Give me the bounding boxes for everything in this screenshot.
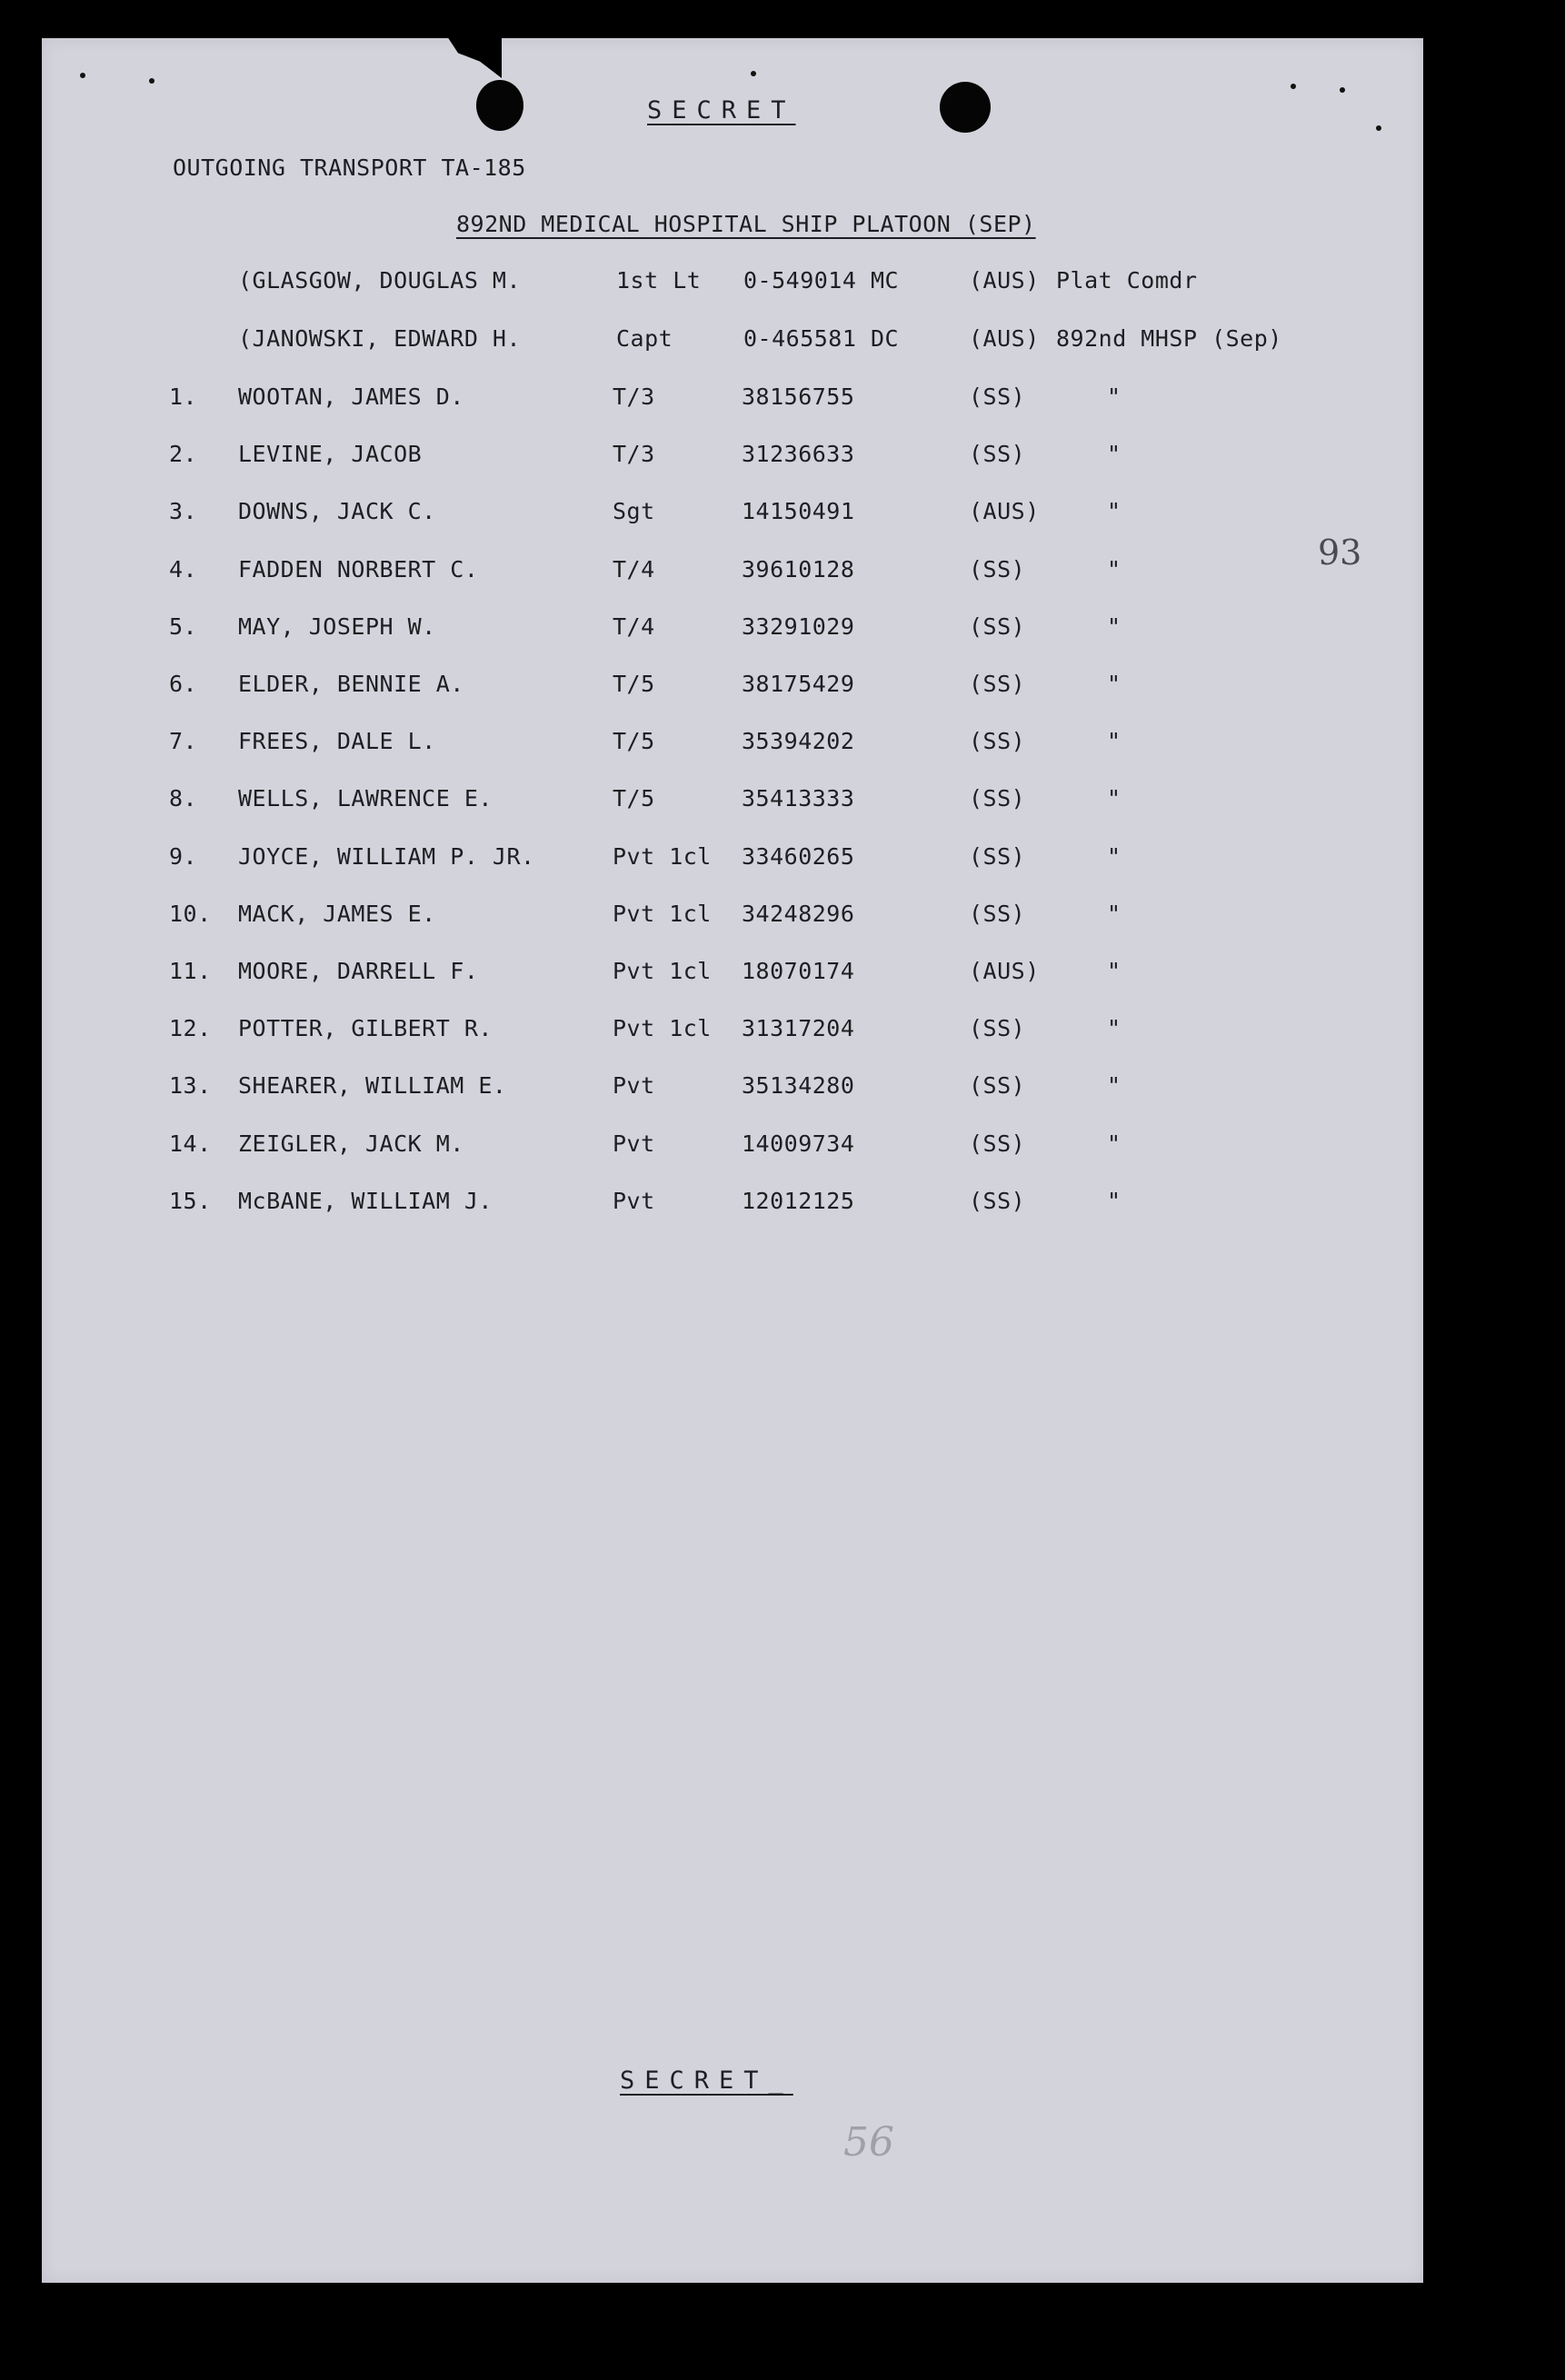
officer-name: (GLASGOW, DOUGLAS M. xyxy=(238,267,522,294)
punch-hole-right xyxy=(940,82,991,133)
soldier-rank: Pvt 1cl xyxy=(613,843,712,870)
component: (SS) xyxy=(969,728,1026,754)
component: (SS) xyxy=(969,556,1026,583)
row-number: 4. xyxy=(169,556,198,583)
unit-title: 892ND MEDICAL HOSPITAL SHIP PLATOON (SEP) xyxy=(456,211,1036,237)
officer-rank: 1st Lt xyxy=(616,267,702,294)
speck xyxy=(1376,125,1381,131)
soldier-name: ELDER, BENNIE A. xyxy=(238,671,464,697)
serial-number: 33460265 xyxy=(742,843,855,870)
row-number: 3. xyxy=(169,498,198,524)
row-number: 1. xyxy=(169,383,198,410)
soldier-name: ZEIGLER, JACK M. xyxy=(238,1130,464,1157)
component: (AUS) xyxy=(969,498,1040,524)
speck xyxy=(80,73,85,78)
serial-number: 38156755 xyxy=(742,383,855,410)
serial-number: 31236633 xyxy=(742,441,855,467)
row-number: 13. xyxy=(169,1072,212,1099)
component: (SS) xyxy=(969,843,1026,870)
ditto-mark: " xyxy=(1107,785,1121,812)
ditto-mark: " xyxy=(1107,1015,1121,1041)
soldier-name: WELLS, LAWRENCE E. xyxy=(238,785,493,812)
row-number: 7. xyxy=(169,728,198,754)
soldier-rank: T/5 xyxy=(613,785,655,812)
component: (SS) xyxy=(969,1072,1026,1099)
serial-number: 39610128 xyxy=(742,556,855,583)
soldier-name: LEVINE, JACOB xyxy=(238,441,423,467)
ditto-mark: " xyxy=(1107,843,1121,870)
ditto-mark: " xyxy=(1107,1072,1121,1099)
soldier-name: MACK, JAMES E. xyxy=(238,901,436,927)
ditto-mark: " xyxy=(1107,613,1121,640)
soldier-rank: Pvt 1cl xyxy=(613,1015,712,1041)
row-number: 2. xyxy=(169,441,198,467)
speck xyxy=(1340,87,1345,93)
ditto-mark: " xyxy=(1107,1130,1121,1157)
ditto-mark: " xyxy=(1107,958,1121,984)
torn-notch xyxy=(447,36,502,78)
soldier-rank: T/5 xyxy=(613,671,655,697)
row-number: 15. xyxy=(169,1188,212,1214)
row-number: 9. xyxy=(169,843,198,870)
row-number: 5. xyxy=(169,613,198,640)
soldier-name: MAY, JOSEPH W. xyxy=(238,613,436,640)
row-number: 14. xyxy=(169,1130,212,1157)
soldier-rank: Sgt xyxy=(613,498,655,524)
soldier-rank: Pvt xyxy=(613,1130,655,1157)
officer-serial: 0-549014 MC xyxy=(743,267,900,294)
component: (SS) xyxy=(969,671,1026,697)
classification-bottom: SECRET_ xyxy=(620,2066,793,2095)
soldier-rank: Pvt 1cl xyxy=(613,958,712,984)
serial-number: 35394202 xyxy=(742,728,855,754)
soldier-name: MOORE, DARRELL F. xyxy=(238,958,479,984)
component: (SS) xyxy=(969,1015,1026,1041)
soldier-name: McBANE, WILLIAM J. xyxy=(238,1188,493,1214)
pencil-page-note: 56 xyxy=(843,2119,894,2166)
serial-number: 12012125 xyxy=(742,1188,855,1214)
soldier-rank: Pvt 1cl xyxy=(613,901,712,927)
serial-number: 14009734 xyxy=(742,1130,855,1157)
officer-remark: Plat Comdr xyxy=(1056,267,1198,294)
component: (SS) xyxy=(969,1188,1026,1214)
row-number: 12. xyxy=(169,1015,212,1041)
punch-hole-left xyxy=(476,80,523,131)
officer-component: (AUS) xyxy=(969,325,1040,352)
ditto-mark: " xyxy=(1107,498,1121,524)
soldier-rank: Pvt xyxy=(613,1072,655,1099)
classification-top: SECRET xyxy=(647,96,796,124)
row-number: 11. xyxy=(169,958,212,984)
serial-number: 31317204 xyxy=(742,1015,855,1041)
component: (AUS) xyxy=(969,958,1040,984)
officer-name: (JANOWSKI, EDWARD H. xyxy=(238,325,522,352)
soldier-name: POTTER, GILBERT R. xyxy=(238,1015,493,1041)
soldier-name: DOWNS, JACK C. xyxy=(238,498,436,524)
soldier-name: SHEARER, WILLIAM E. xyxy=(238,1072,507,1099)
ditto-mark: " xyxy=(1107,671,1121,697)
ditto-mark: " xyxy=(1107,728,1121,754)
ditto-mark: " xyxy=(1107,1188,1121,1214)
component: (SS) xyxy=(969,383,1026,410)
serial-number: 33291029 xyxy=(742,613,855,640)
serial-number: 34248296 xyxy=(742,901,855,927)
soldier-rank: T/5 xyxy=(613,728,655,754)
soldier-rank: T/3 xyxy=(613,383,655,410)
soldier-name: FADDEN NORBERT C. xyxy=(238,556,479,583)
component: (SS) xyxy=(969,613,1026,640)
officer-rank: Capt xyxy=(616,325,673,352)
serial-number: 38175429 xyxy=(742,671,855,697)
ditto-mark: " xyxy=(1107,383,1121,410)
soldier-name: WOOTAN, JAMES D. xyxy=(238,383,464,410)
officer-remark: 892nd MHSP (Sep) xyxy=(1056,325,1282,352)
soldier-rank: T/4 xyxy=(613,556,655,583)
ditto-mark: " xyxy=(1107,556,1121,583)
row-number: 6. xyxy=(169,671,198,697)
speck xyxy=(1291,84,1296,89)
serial-number: 35134280 xyxy=(742,1072,855,1099)
transport-line: OUTGOING TRANSPORT TA-185 xyxy=(173,154,526,181)
row-number: 10. xyxy=(169,901,212,927)
soldier-rank: T/4 xyxy=(613,613,655,640)
margin-page-number: 93 xyxy=(1318,533,1362,573)
soldier-rank: Pvt xyxy=(613,1188,655,1214)
soldier-rank: T/3 xyxy=(613,441,655,467)
row-number: 8. xyxy=(169,785,198,812)
serial-number: 18070174 xyxy=(742,958,855,984)
component: (SS) xyxy=(969,785,1026,812)
component: (SS) xyxy=(969,1130,1026,1157)
speck xyxy=(149,78,155,84)
officer-component: (AUS) xyxy=(969,267,1040,294)
ditto-mark: " xyxy=(1107,901,1121,927)
document-page xyxy=(42,38,1423,2283)
component: (SS) xyxy=(969,901,1026,927)
soldier-name: FREES, DALE L. xyxy=(238,728,436,754)
ditto-mark: " xyxy=(1107,441,1121,467)
serial-number: 35413333 xyxy=(742,785,855,812)
soldier-name: JOYCE, WILLIAM P. JR. xyxy=(238,843,535,870)
serial-number: 14150491 xyxy=(742,498,855,524)
officer-serial: 0-465581 DC xyxy=(743,325,900,352)
component: (SS) xyxy=(969,441,1026,467)
speck xyxy=(751,71,756,76)
